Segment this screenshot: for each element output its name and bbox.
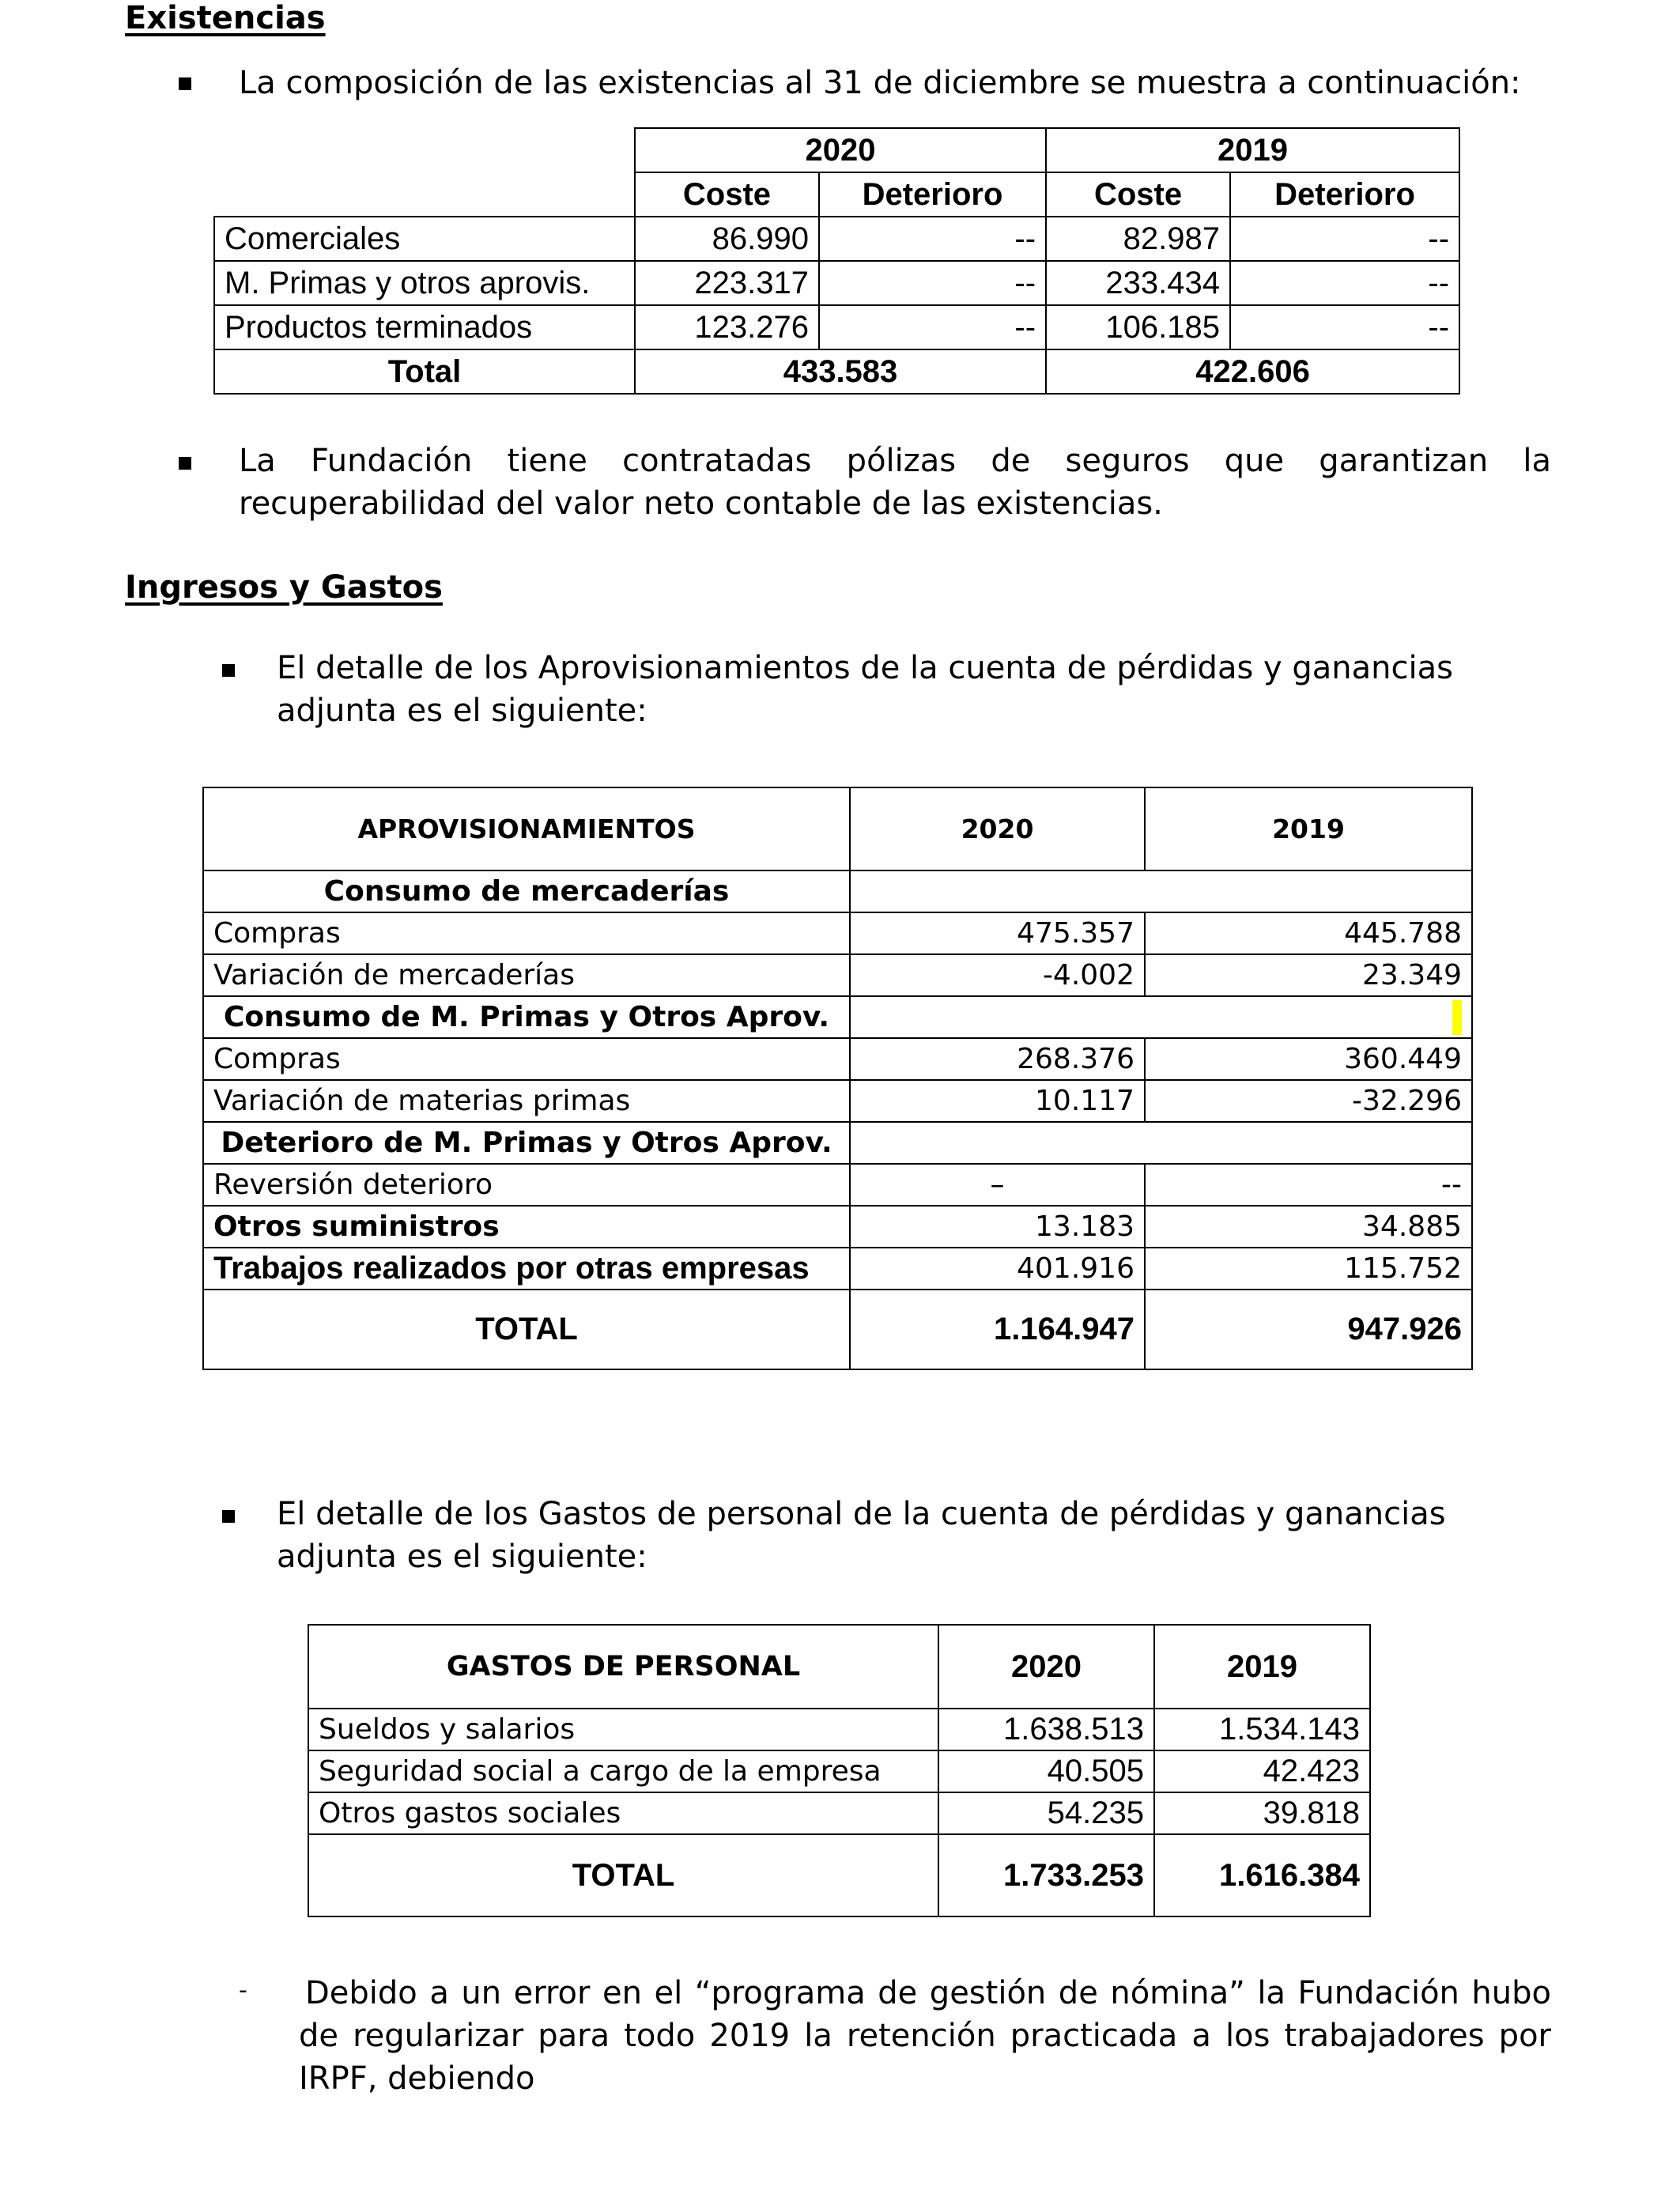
row-label: Productos terminados — [214, 305, 635, 349]
total-value: 1.616.384 — [1154, 1834, 1370, 1916]
row-label: M. Primas y otros aprovis. — [214, 261, 635, 305]
cell-value: 54.235 — [938, 1792, 1154, 1834]
cell-value: -32.296 — [1145, 1080, 1472, 1122]
col-header: 2019 — [1145, 787, 1472, 870]
cell-value: -- — [1230, 305, 1459, 349]
table-row — [203, 954, 1472, 996]
total-value: 947.926 — [1145, 1290, 1472, 1369]
col-header: Deterioro — [819, 172, 1046, 217]
row-label: Variación de mercaderías — [203, 954, 850, 996]
section-heading-existencias: Existencias — [125, 0, 326, 36]
table-row-section — [203, 1122, 1472, 1164]
row-label: Otros gastos sociales — [308, 1792, 938, 1834]
cell-value: 115.752 — [1145, 1248, 1472, 1290]
table-row — [203, 1248, 1472, 1290]
personal-intro: El detalle de los Gastos de personal de la cuenta de pérdidas y ganancias adjunta es el siguiente: — [277, 1496, 1446, 1575]
total-label: Total — [214, 349, 635, 394]
row-label: Compras — [203, 1038, 850, 1080]
year-header-2020: 2020 — [635, 128, 1046, 172]
cell-value: 40.505 — [938, 1750, 1154, 1792]
table-row — [203, 787, 1472, 870]
highlight-marker — [1452, 1000, 1462, 1035]
row-label: Compras — [203, 912, 850, 954]
cell-value: 1.638.513 — [938, 1709, 1154, 1750]
total-label: TOTAL — [308, 1834, 938, 1916]
cell-value: 86.990 — [635, 217, 819, 261]
table-row — [203, 1164, 1472, 1206]
year-header-2019: 2019 — [1046, 128, 1459, 172]
row-label: Reversión deterioro — [203, 1164, 850, 1206]
bullet-icon — [179, 457, 191, 470]
cell-value: 401.916 — [850, 1248, 1145, 1290]
table-row-total — [214, 349, 1459, 394]
section-label: Consumo de mercaderías — [203, 870, 850, 912]
cell-value: -4.002 — [850, 954, 1145, 996]
table-row — [308, 1709, 1370, 1750]
aprovisionamientos-table — [202, 787, 1473, 1370]
row-label: Comerciales — [214, 217, 635, 261]
col-header: GASTOS DE PERSONAL — [308, 1625, 938, 1709]
row-label: Otros suministros — [203, 1206, 850, 1248]
section-label: Deterioro de M. Primas y Otros Aprov. — [203, 1122, 850, 1164]
cell-value: 34.885 — [1145, 1206, 1472, 1248]
table-row — [203, 1038, 1472, 1080]
total-value: 1.164.947 — [850, 1290, 1145, 1369]
col-header: Deterioro — [1230, 172, 1459, 217]
col-header: 2019 — [1154, 1625, 1370, 1709]
cell-value: -- — [1230, 217, 1459, 261]
aprov-intro: El detalle de los Aprovisionamientos de la cuenta de pérdidas y ganancias adjunta es el siguiente: — [277, 650, 1453, 729]
row-label: Seguridad social a cargo de la empresa — [308, 1750, 938, 1792]
cell-value: -- — [819, 217, 1046, 261]
cell-value: 42.423 — [1154, 1750, 1370, 1792]
table-row — [214, 217, 1459, 261]
table-row-section — [203, 870, 1472, 912]
cell-value: -- — [819, 305, 1046, 349]
cell-value: 23.349 — [1145, 954, 1472, 996]
existencias-note: La Fundación tiene contratadas pólizas de seguros que garantizan la recuperabilidad del valor neto contable de las existencias. — [239, 443, 1551, 522]
section-label: Consumo de M. Primas y Otros Aprov. — [203, 996, 850, 1038]
col-header: Coste — [635, 172, 819, 217]
total-value: 422.606 — [1046, 349, 1459, 394]
row-label: Trabajos realizados por otras empresas — [203, 1248, 850, 1290]
total-value: 1.733.253 — [938, 1834, 1154, 1916]
bullet-icon — [222, 1510, 235, 1523]
table-row — [214, 305, 1459, 349]
table-row — [308, 1750, 1370, 1792]
table-row — [308, 1792, 1370, 1834]
table-row-section — [203, 996, 1472, 1038]
gastos-personal-table — [308, 1624, 1371, 1917]
table-row — [203, 1080, 1472, 1122]
col-header: 2020 — [850, 787, 1145, 870]
cell-value: 39.818 — [1154, 1792, 1370, 1834]
bullet-icon — [179, 77, 191, 90]
footer-paragraph: Debido a un error en el “programa de gestión de nómina” la Fundación hubo de regularizar para todo 2019 la retención practicada a los trabajadores por IRPF, debiendo — [299, 1975, 1551, 2097]
cell-value: 475.357 — [850, 912, 1145, 954]
table-row — [203, 1206, 1472, 1248]
cell-value: 360.449 — [1145, 1038, 1472, 1080]
cell-value: 445.788 — [1145, 912, 1472, 954]
existencias-table — [213, 127, 1460, 395]
table-row-total — [308, 1834, 1370, 1916]
table-row — [214, 261, 1459, 305]
table-row — [214, 128, 1459, 172]
row-label: Variación de materias primas — [203, 1080, 850, 1122]
cell-value: 223.317 — [635, 261, 819, 305]
list-dash: - — [239, 1977, 247, 2004]
bullet-icon — [222, 664, 235, 677]
cell-value: 123.276 — [635, 305, 819, 349]
existencias-intro: La composición de las existencias al 31 de diciembre se muestra a continuación: — [239, 65, 1521, 101]
total-label: TOTAL — [203, 1290, 850, 1369]
table-row — [214, 172, 1459, 217]
cell-value: -- — [1230, 261, 1459, 305]
table-row — [308, 1625, 1370, 1709]
table-row-total — [203, 1290, 1472, 1369]
cell-value: 233.434 — [1046, 261, 1230, 305]
row-label: Sueldos y salarios — [308, 1709, 938, 1750]
cell-value: 106.185 — [1046, 305, 1230, 349]
section-heading-ingresos-gastos: Ingresos y Gastos — [125, 569, 443, 606]
cell-value: 82.987 — [1046, 217, 1230, 261]
cell-value: 1.534.143 — [1154, 1709, 1370, 1750]
cell-value: -- — [819, 261, 1046, 305]
cell-value: 10.117 — [850, 1080, 1145, 1122]
col-header: 2020 — [938, 1625, 1154, 1709]
col-header: APROVISIONAMIENTOS — [203, 787, 850, 870]
col-header: Coste — [1046, 172, 1230, 217]
cell-value: 13.183 — [850, 1206, 1145, 1248]
cell-value: 268.376 — [850, 1038, 1145, 1080]
cell-value: – — [850, 1164, 1145, 1206]
table-row — [203, 912, 1472, 954]
cell-value: -- — [1145, 1164, 1472, 1206]
total-value: 433.583 — [635, 349, 1046, 394]
